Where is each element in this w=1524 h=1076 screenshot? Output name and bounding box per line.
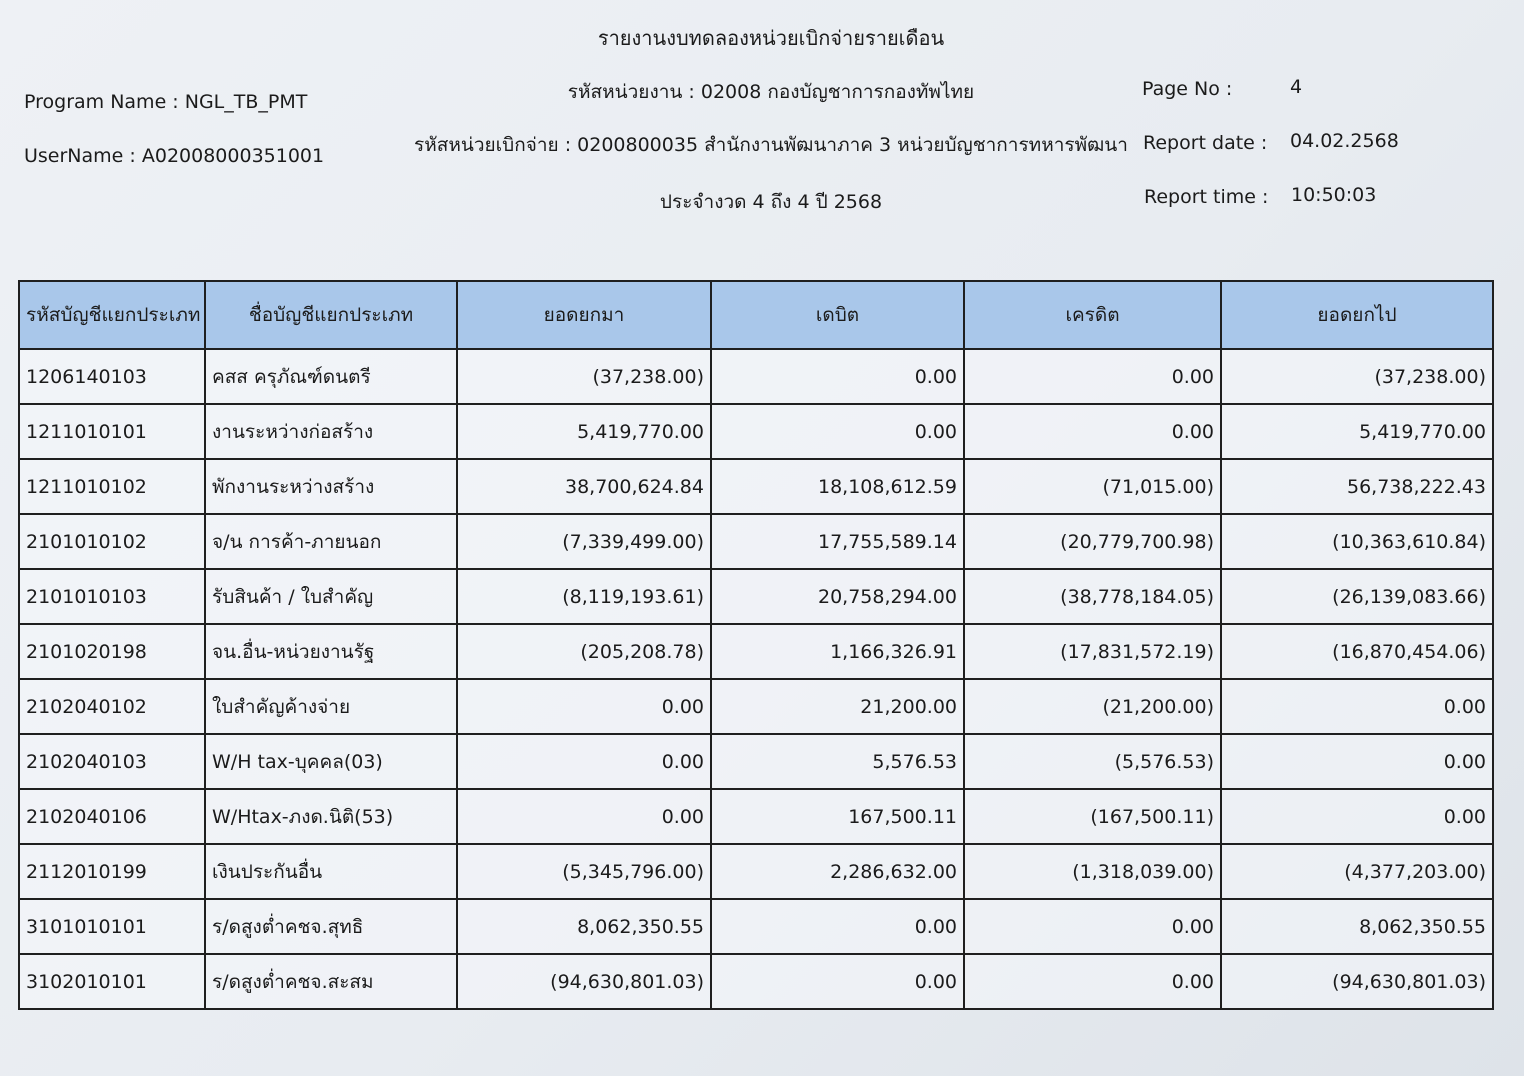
carried-forward-cell: 56,738,222.43 — [1221, 459, 1493, 514]
brought-forward-cell: (94,630,801.03) — [457, 954, 711, 1009]
credit-cell: (21,200.00) — [964, 679, 1221, 734]
report-time-label: Report time : — [1144, 186, 1269, 208]
credit-cell: (71,015.00) — [964, 459, 1221, 514]
table-row — [19, 349, 1493, 404]
account-name-cell: งานระหว่างก่อสร้าง — [205, 404, 457, 459]
report-date-value: 04.02.2568 — [1290, 130, 1399, 152]
table-body — [19, 349, 1493, 1009]
debit-cell: 0.00 — [711, 954, 964, 1009]
page-no-value: 4 — [1290, 76, 1303, 98]
account-name-cell: เงินประกันอื่น — [205, 844, 457, 899]
debit-cell: 0.00 — [711, 404, 964, 459]
table-row — [19, 899, 1493, 954]
brought-forward-cell: (5,345,796.00) — [457, 844, 711, 899]
header-account-code: รหัสบัญชีแยกประเภท — [19, 281, 205, 349]
user-name — [24, 144, 324, 168]
header-brought-forward: ยอดยกมา — [457, 281, 711, 349]
credit-cell: (17,831,572.19) — [964, 624, 1221, 679]
credit-cell: (5,576.53) — [964, 734, 1221, 789]
report-date-label: Report date : — [1143, 132, 1268, 154]
brought-forward-cell: (37,238.00) — [457, 349, 711, 404]
brought-forward-cell: (7,339,499.00) — [457, 514, 711, 569]
table-row — [19, 569, 1493, 624]
credit-cell: (1,318,039.00) — [964, 844, 1221, 899]
header-account-name: ชื่อบัญชีแยกประเภท — [205, 281, 457, 349]
debit-cell: 1,166,326.91 — [711, 624, 964, 679]
brought-forward-cell: 5,419,770.00 — [457, 404, 711, 459]
account-name-cell: คสส ครุภัณฑ์ดนตรี — [205, 349, 457, 404]
brought-forward-cell: (205,208.78) — [457, 624, 711, 679]
account-name-cell: ร/ดสูงต่ำคชจ.สะสม — [205, 954, 457, 1009]
carried-forward-cell: 0.00 — [1221, 679, 1493, 734]
trial-balance-table — [18, 280, 1494, 1010]
account-name-cell: W/Htax-ภงด.นิติ(53) — [205, 789, 457, 844]
account-code-cell: 3101010101 — [19, 899, 205, 954]
carried-forward-cell: (37,238.00) — [1221, 349, 1493, 404]
table-row — [19, 954, 1493, 1009]
debit-cell: 20,758,294.00 — [711, 569, 964, 624]
user-name-label: UserName : — [24, 145, 136, 167]
account-code-cell: 2102040106 — [19, 789, 205, 844]
account-name-cell: จน.อื่น-หน่วยงานรัฐ — [205, 624, 457, 679]
account-code-cell: 2102040103 — [19, 734, 205, 789]
header-carried-forward: ยอดยกไป — [1221, 281, 1493, 349]
debit-cell: 0.00 — [711, 899, 964, 954]
program-name — [24, 90, 307, 114]
brought-forward-cell: 8,062,350.55 — [457, 899, 711, 954]
debit-cell: 18,108,612.59 — [711, 459, 964, 514]
table-header-row — [19, 281, 1493, 349]
report-title: รายงานงบทดลองหน่วยเบิกจ่ายรายเดือน — [597, 26, 945, 50]
credit-cell: 0.00 — [964, 349, 1221, 404]
carried-forward-cell: 5,419,770.00 — [1221, 404, 1493, 459]
debit-cell: 5,576.53 — [711, 734, 964, 789]
account-code-cell: 1211010102 — [19, 459, 205, 514]
brought-forward-cell: 0.00 — [457, 789, 711, 844]
agency-code-line: รหัสหน่วยงาน : 02008 กองบัญชาการกองทัพไทย — [567, 81, 975, 103]
carried-forward-cell: 0.00 — [1221, 734, 1493, 789]
header-credit: เครดิต — [964, 281, 1221, 349]
account-code-cell: 2101020198 — [19, 624, 205, 679]
table-row — [19, 459, 1493, 514]
credit-cell: (167,500.11) — [964, 789, 1221, 844]
carried-forward-cell: 0.00 — [1221, 789, 1493, 844]
carried-forward-cell: (4,377,203.00) — [1221, 844, 1493, 899]
carried-forward-cell: (10,363,610.84) — [1221, 514, 1493, 569]
account-code-cell: 1211010101 — [19, 404, 205, 459]
account-code-cell: 2101010103 — [19, 569, 205, 624]
account-name-cell: พักงานระหว่างสร้าง — [205, 459, 457, 514]
debit-cell: 21,200.00 — [711, 679, 964, 734]
disbursing-unit-line: รหัสหน่วยเบิกจ่าย : 0200800035 สำนักงานพัฒนาภาค 3 หน่วยบัญชาการทหารพัฒนา — [414, 134, 1128, 156]
account-code-cell: 2102040102 — [19, 679, 205, 734]
table-row — [19, 624, 1493, 679]
carried-forward-cell: (26,139,083.66) — [1221, 569, 1493, 624]
table-row — [19, 789, 1493, 844]
table-row — [19, 734, 1493, 789]
brought-forward-cell: (8,119,193.61) — [457, 569, 711, 624]
debit-cell: 17,755,589.14 — [711, 514, 964, 569]
table-row — [19, 514, 1493, 569]
report-time-value: 10:50:03 — [1291, 184, 1377, 206]
program-name-value: NGL_TB_PMT — [184, 91, 308, 113]
credit-cell: 0.00 — [964, 954, 1221, 1009]
table-header — [19, 281, 1493, 349]
brought-forward-cell: 0.00 — [457, 734, 711, 789]
table-row — [19, 679, 1493, 734]
carried-forward-cell: (94,630,801.03) — [1221, 954, 1493, 1009]
account-code-cell: 2112010199 — [19, 844, 205, 899]
brought-forward-cell: 0.00 — [457, 679, 711, 734]
debit-cell: 167,500.11 — [711, 789, 964, 844]
debit-cell: 0.00 — [711, 349, 964, 404]
account-name-cell: ใบสำคัญค้างจ่าย — [205, 679, 457, 734]
brought-forward-cell: 38,700,624.84 — [457, 459, 711, 514]
user-name-value: A02008000351001 — [141, 145, 325, 167]
debit-cell: 2,286,632.00 — [711, 844, 964, 899]
carried-forward-cell: 8,062,350.55 — [1221, 899, 1493, 954]
account-code-cell: 1206140103 — [19, 349, 205, 404]
page-no-label: Page No : — [1142, 78, 1233, 100]
credit-cell: (38,778,184.05) — [964, 569, 1221, 624]
credit-cell: (20,779,700.98) — [964, 514, 1221, 569]
report-period: ประจำงวด 4 ถึง 4 ปี 2568 — [659, 191, 883, 213]
account-name-cell: W/H tax-บุคคล(03) — [205, 734, 457, 789]
program-name-label: Program Name : — [24, 91, 179, 113]
account-name-cell: ร/ดสูงต่ำคชจ.สุทธิ — [205, 899, 457, 954]
table-row — [19, 404, 1493, 459]
account-code-cell: 2101010102 — [19, 514, 205, 569]
account-name-cell: รับสินค้า / ใบสำคัญ — [205, 569, 457, 624]
header-debit: เดบิต — [711, 281, 964, 349]
credit-cell: 0.00 — [964, 404, 1221, 459]
account-code-cell: 3102010101 — [19, 954, 205, 1009]
table-row — [19, 844, 1493, 899]
credit-cell: 0.00 — [964, 899, 1221, 954]
carried-forward-cell: (16,870,454.06) — [1221, 624, 1493, 679]
account-name-cell: จ/น การค้า-ภายนอก — [205, 514, 457, 569]
